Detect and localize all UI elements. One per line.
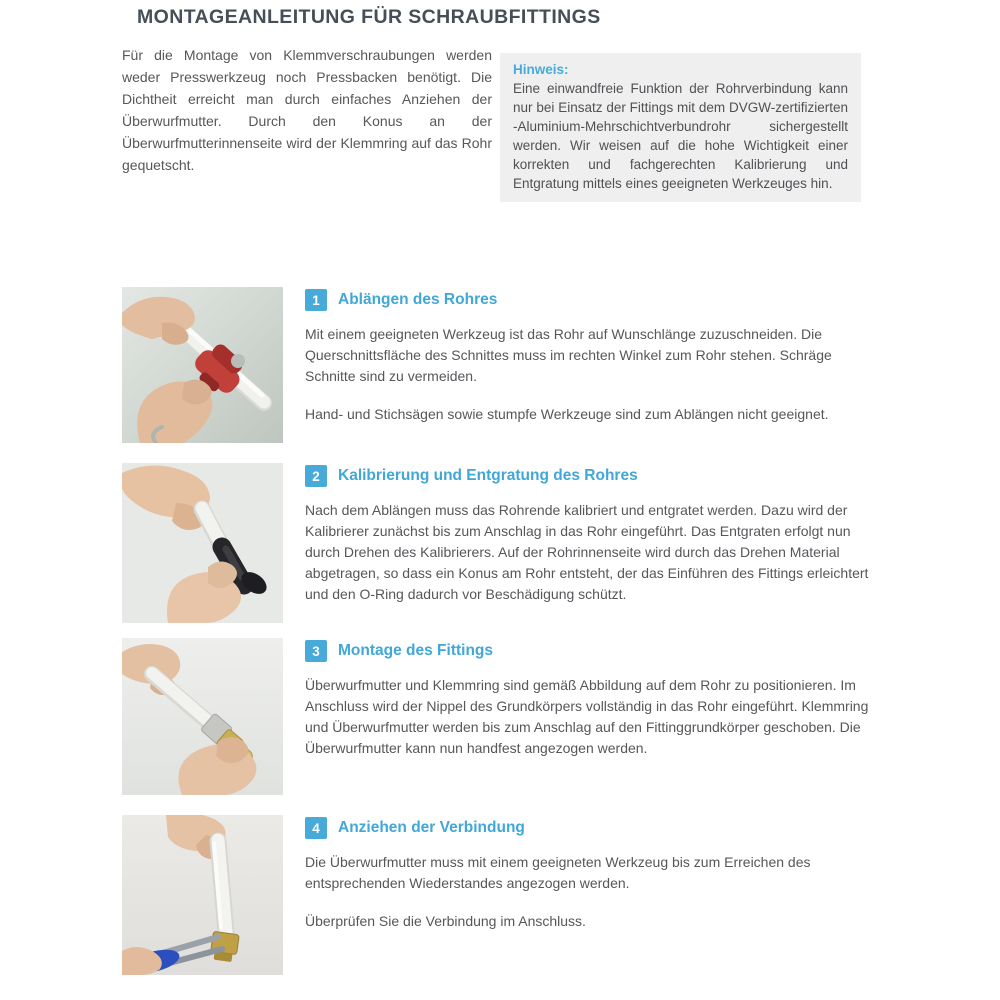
step-1-title: Ablängen des Rohres	[338, 291, 498, 308]
note-text: Eine einwandfreie Funktion der Rohrverbindung kann nur bei Einsatz der Fittings mit dem DVGW-zertifizierten -Aluminium-Mehrschichtverbundrohr sichergestellt werden. Wir weisen auf die hohe Wichtigkeit einer korrekten und fachgerechten Kalibrierung und Entgratung mittels eines geeigneten Werkzeuges hin.	[513, 81, 848, 191]
calibration-photo-illustration	[122, 463, 283, 623]
step-3-number-badge: 3	[305, 640, 327, 662]
note-label: Hinweis:	[513, 62, 569, 77]
step-3-title: Montage des Fittings	[338, 642, 493, 659]
step-1-paragraph-2: Hand- und Stichsägen sowie stumpfe Werkzeuge sind zum Ablängen nicht geeignet.	[305, 406, 829, 422]
intro-paragraph: Für die Montage von Klemmverschraubungen werden weder Presswerkzeug noch Pressbacken benötigt. Die Dichtheit erreicht man durch einfaches Anziehen der Überwurfmutter. Durch den Konus an der Überwurfmutterinnenseite wird der Klemmring auf das Rohr gequetscht.	[122, 47, 492, 173]
step-4-paragraph-1: Die Überwurfmutter muss mit einem geeigneten Werkzeug bis zum Erreichen des entsprechenden Wiederstandes angezogen werden.	[305, 854, 811, 891]
step-3-content	[305, 640, 880, 759]
step-2-content	[305, 465, 880, 605]
step-2-photo	[122, 463, 283, 623]
step-4-paragraph-2: Überprüfen Sie die Verbindung im Anschluss.	[305, 913, 586, 929]
step-3-header	[305, 640, 880, 662]
step-1-photo	[122, 287, 283, 443]
step-1-header	[305, 289, 880, 311]
step-3-photo	[122, 638, 283, 795]
step-1-number-badge: 1	[305, 289, 327, 311]
step-1-paragraph-1: Mit einem geeigneten Werkzeug ist das Rohr auf Wunschlänge zuzuschneiden. Die Querschnittsfläche des Schnittes muss im rechten Winkel zum Rohr stehen. Schräge Schnitte sind zu vermeiden.	[305, 326, 832, 384]
step-4-photo	[122, 815, 283, 975]
step-2-title: Kalibrierung und Entgratung des Rohres	[338, 467, 638, 484]
step-4-content	[305, 817, 880, 932]
page-title: MONTAGEANLEITUNG FÜR SCHRAUBFITTINGS	[137, 6, 601, 28]
step-4-title: Anziehen der Verbindung	[338, 819, 525, 836]
step-3-paragraph-1: Überwurfmutter und Klemmring sind gemäß Abbildung auf dem Rohr zu positionieren. Im Anschluss wird der Nippel des Grundkörpers vollständig in das Rohr eingeführt. Klemmring und Überwurfmutter werden bis zum Anschlag auf den Fittinggrundkörper geschoben. Die Überwurfmutter kann nun handfest angezogen werden.	[305, 677, 869, 756]
step-2-number-badge: 2	[305, 465, 327, 487]
fitting-assembly-photo-illustration	[122, 638, 283, 795]
step-2-header	[305, 465, 880, 487]
step-2-paragraph-1: Nach dem Ablängen muss das Rohrende kalibriert und entgratet werden. Dazu wird der Kalibrierer zunächst bis zum Anschlag in das Rohr eingeführt. Das Entgraten erfolgt nun durch Drehen des Kalibrierers. Auf der Rohrinnenseite wird durch das Drehen Material abgetragen, so dass ein Konus am Rohr entsteht, der das Einführen des Fittings erleichtert und den O-Ring dadurch vor Beschädigung schützt.	[305, 502, 869, 602]
step-4-header	[305, 817, 880, 839]
step-4-number-badge: 4	[305, 817, 327, 839]
note-box	[500, 53, 861, 202]
tightening-wrench-photo-illustration	[122, 815, 283, 975]
pipe-cutter-photo-illustration	[122, 287, 283, 443]
step-1-content	[305, 289, 880, 425]
